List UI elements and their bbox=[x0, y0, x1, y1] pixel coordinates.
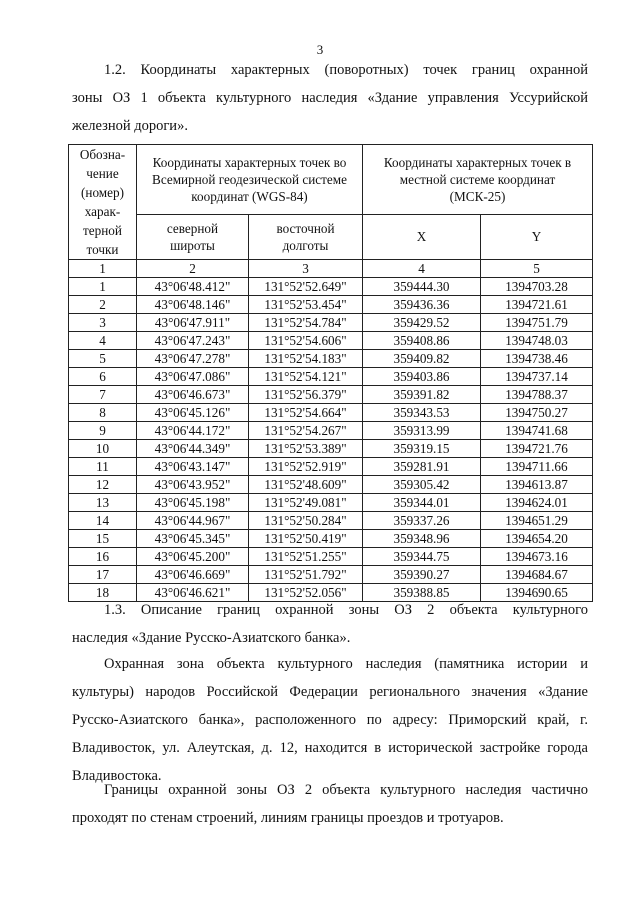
x-cell: 359403.86 bbox=[363, 368, 481, 386]
north-latitude-cell: 43°06'46.673" bbox=[137, 386, 249, 404]
section-1-3-line2: наследия «Здание Русско-Азиатского банка». bbox=[72, 630, 351, 646]
east-longitude-cell: 131°52'52.649" bbox=[249, 278, 363, 296]
column-number: 2 bbox=[137, 260, 249, 278]
east-longitude-cell: 131°52'52.919" bbox=[249, 458, 363, 476]
y-cell: 1394690.65 bbox=[481, 584, 593, 602]
y-cell: 1394748.03 bbox=[481, 332, 593, 350]
y-cell: 1394721.61 bbox=[481, 296, 593, 314]
y-cell: 1394711.66 bbox=[481, 458, 593, 476]
y-cell: 1394703.28 bbox=[481, 278, 593, 296]
east-longitude-cell: 131°52'53.454" bbox=[249, 296, 363, 314]
page-number: 3 bbox=[316, 42, 324, 57]
table-row bbox=[69, 422, 593, 440]
north-latitude-cell: 43°06'47.086" bbox=[137, 368, 249, 386]
section-1-3-heading bbox=[72, 596, 588, 652]
east-longitude-cell: 131°52'54.121" bbox=[249, 368, 363, 386]
north-latitude-cell: 43°06'44.349" bbox=[137, 440, 249, 458]
column-number: 3 bbox=[249, 260, 363, 278]
x-cell: 359281.91 bbox=[363, 458, 481, 476]
east-longitude-cell: 131°52'56.379" bbox=[249, 386, 363, 404]
column-number: 1 bbox=[69, 260, 137, 278]
y-cell: 1394673.16 bbox=[481, 548, 593, 566]
north-latitude-cell: 43°06'46.621" bbox=[137, 584, 249, 602]
table-row bbox=[69, 404, 593, 422]
header-point-number bbox=[69, 145, 137, 260]
y-cell: 1394613.87 bbox=[481, 476, 593, 494]
section-1-2-line2: зоны ОЗ 1 объекта культурного наследия «Здание управления Уссурийской bbox=[72, 90, 588, 106]
point-number-cell: 7 bbox=[69, 386, 137, 404]
east-longitude-cell: 131°52'54.267" bbox=[249, 422, 363, 440]
table-row bbox=[69, 530, 593, 548]
point-number-cell: 3 bbox=[69, 314, 137, 332]
y-cell: 1394788.37 bbox=[481, 386, 593, 404]
x-cell: 359429.52 bbox=[363, 314, 481, 332]
section-1-2-line1: 1.2. Координаты характерных (поворотных) точек границ охранной bbox=[104, 62, 588, 78]
x-cell: 359409.82 bbox=[363, 350, 481, 368]
x-cell: 359348.96 bbox=[363, 530, 481, 548]
point-number-cell: 15 bbox=[69, 530, 137, 548]
point-number-cell: 5 bbox=[69, 350, 137, 368]
north-latitude-cell: 43°06'45.200" bbox=[137, 548, 249, 566]
east-longitude-cell: 131°52'53.389" bbox=[249, 440, 363, 458]
table-row bbox=[69, 296, 593, 314]
y-cell: 1394651.29 bbox=[481, 512, 593, 530]
x-cell: 359344.01 bbox=[363, 494, 481, 512]
north-latitude-cell: 43°06'47.278" bbox=[137, 350, 249, 368]
header-msk25-group: Координаты характерных точек в местной системе координат (МСК-25) bbox=[363, 145, 593, 215]
table-row bbox=[69, 332, 593, 350]
column-number: 4 bbox=[363, 260, 481, 278]
east-longitude-cell: 131°52'54.606" bbox=[249, 332, 363, 350]
north-latitude-cell: 43°06'48.146" bbox=[137, 296, 249, 314]
y-cell: 1394737.14 bbox=[481, 368, 593, 386]
header-point-number-text: Обозна-чение (номер) харак-терной точки bbox=[79, 147, 126, 257]
point-number-cell: 18 bbox=[69, 584, 137, 602]
north-latitude-cell: 43°06'46.669" bbox=[137, 566, 249, 584]
section-1-3-line1: 1.3. Описание границ охранной зоны ОЗ 2 объекта культурного bbox=[104, 602, 588, 618]
point-number-cell: 12 bbox=[69, 476, 137, 494]
table-row bbox=[69, 494, 593, 512]
east-longitude-cell: 131°52'51.792" bbox=[249, 566, 363, 584]
x-cell: 359313.99 bbox=[363, 422, 481, 440]
x-cell: 359337.26 bbox=[363, 512, 481, 530]
paragraph-protection-zone: Охранная зона объекта культурного наследия (памятника истории и культуры) народов Российской Федерации регионального значения «Здание Русско-Азиатского банка», расположенного по адресу: Приморский край, г. Владивосток, ул. Алеутская, д. 12, находится в исторической застройке города Владивостока. bbox=[72, 656, 588, 784]
east-longitude-cell: 131°52'49.081" bbox=[249, 494, 363, 512]
x-cell: 359388.85 bbox=[363, 584, 481, 602]
header-y: Y bbox=[481, 214, 593, 259]
header-north-latitude: северной широты bbox=[137, 214, 249, 259]
point-number-cell: 4 bbox=[69, 332, 137, 350]
section-1-2-heading bbox=[72, 56, 588, 140]
header-wgs84-group: Координаты характерных точек во Всемирной геодезической системе координат (WGS-84) bbox=[137, 145, 363, 215]
point-number-cell: 16 bbox=[69, 548, 137, 566]
point-number-cell: 10 bbox=[69, 440, 137, 458]
point-number-cell: 8 bbox=[69, 404, 137, 422]
y-cell: 1394751.79 bbox=[481, 314, 593, 332]
x-cell: 359343.53 bbox=[363, 404, 481, 422]
table-row bbox=[69, 458, 593, 476]
table-row bbox=[69, 440, 593, 458]
y-cell: 1394624.01 bbox=[481, 494, 593, 512]
point-number-cell: 9 bbox=[69, 422, 137, 440]
y-cell: 1394741.68 bbox=[481, 422, 593, 440]
table-row bbox=[69, 512, 593, 530]
x-cell: 359391.82 bbox=[363, 386, 481, 404]
x-cell: 359305.42 bbox=[363, 476, 481, 494]
x-cell: 359390.27 bbox=[363, 566, 481, 584]
point-number-cell: 14 bbox=[69, 512, 137, 530]
north-latitude-cell: 43°06'45.126" bbox=[137, 404, 249, 422]
section-1-2-line3: железной дороги». bbox=[72, 118, 188, 134]
coordinates-table bbox=[68, 144, 593, 602]
table-row bbox=[69, 476, 593, 494]
north-latitude-cell: 43°06'45.345" bbox=[137, 530, 249, 548]
point-number-cell: 1 bbox=[69, 278, 137, 296]
y-cell: 1394750.27 bbox=[481, 404, 593, 422]
table-row bbox=[69, 314, 593, 332]
north-latitude-cell: 43°06'43.147" bbox=[137, 458, 249, 476]
table-row bbox=[69, 278, 593, 296]
east-longitude-cell: 131°52'54.183" bbox=[249, 350, 363, 368]
north-latitude-cell: 43°06'47.911" bbox=[137, 314, 249, 332]
y-cell: 1394738.46 bbox=[481, 350, 593, 368]
east-longitude-cell: 131°52'54.664" bbox=[249, 404, 363, 422]
table-row bbox=[69, 386, 593, 404]
north-latitude-cell: 43°06'44.172" bbox=[137, 422, 249, 440]
east-longitude-cell: 131°52'50.284" bbox=[249, 512, 363, 530]
x-cell: 359444.30 bbox=[363, 278, 481, 296]
table-row bbox=[69, 368, 593, 386]
east-longitude-cell: 131°52'54.784" bbox=[249, 314, 363, 332]
east-longitude-cell: 131°52'51.255" bbox=[249, 548, 363, 566]
table-row bbox=[69, 350, 593, 368]
x-cell: 359408.86 bbox=[363, 332, 481, 350]
table-row bbox=[69, 548, 593, 566]
column-number-row bbox=[69, 260, 593, 278]
y-cell: 1394654.20 bbox=[481, 530, 593, 548]
x-cell: 359319.15 bbox=[363, 440, 481, 458]
north-latitude-cell: 43°06'44.967" bbox=[137, 512, 249, 530]
north-latitude-cell: 43°06'43.952" bbox=[137, 476, 249, 494]
point-number-cell: 17 bbox=[69, 566, 137, 584]
north-latitude-cell: 43°06'47.243" bbox=[137, 332, 249, 350]
column-number: 5 bbox=[481, 260, 593, 278]
header-east-longitude: восточной долготы bbox=[249, 214, 363, 259]
north-latitude-cell: 43°06'48.412" bbox=[137, 278, 249, 296]
table-row bbox=[69, 566, 593, 584]
east-longitude-cell: 131°52'48.609" bbox=[249, 476, 363, 494]
point-number-cell: 6 bbox=[69, 368, 137, 386]
x-cell: 359436.36 bbox=[363, 296, 481, 314]
y-cell: 1394684.67 bbox=[481, 566, 593, 584]
x-cell: 359344.75 bbox=[363, 548, 481, 566]
point-number-cell: 13 bbox=[69, 494, 137, 512]
east-longitude-cell: 131°52'52.056" bbox=[249, 584, 363, 602]
y-cell: 1394721.76 bbox=[481, 440, 593, 458]
header-x: X bbox=[363, 214, 481, 259]
north-latitude-cell: 43°06'45.198" bbox=[137, 494, 249, 512]
east-longitude-cell: 131°52'50.419" bbox=[249, 530, 363, 548]
point-number-cell: 11 bbox=[69, 458, 137, 476]
paragraph-zone-borders: Границы охранной зоны ОЗ 2 объекта культурного наследия частично проходят по стенам строений, линиям границы проездов и тротуаров. bbox=[72, 782, 588, 826]
point-number-cell: 2 bbox=[69, 296, 137, 314]
